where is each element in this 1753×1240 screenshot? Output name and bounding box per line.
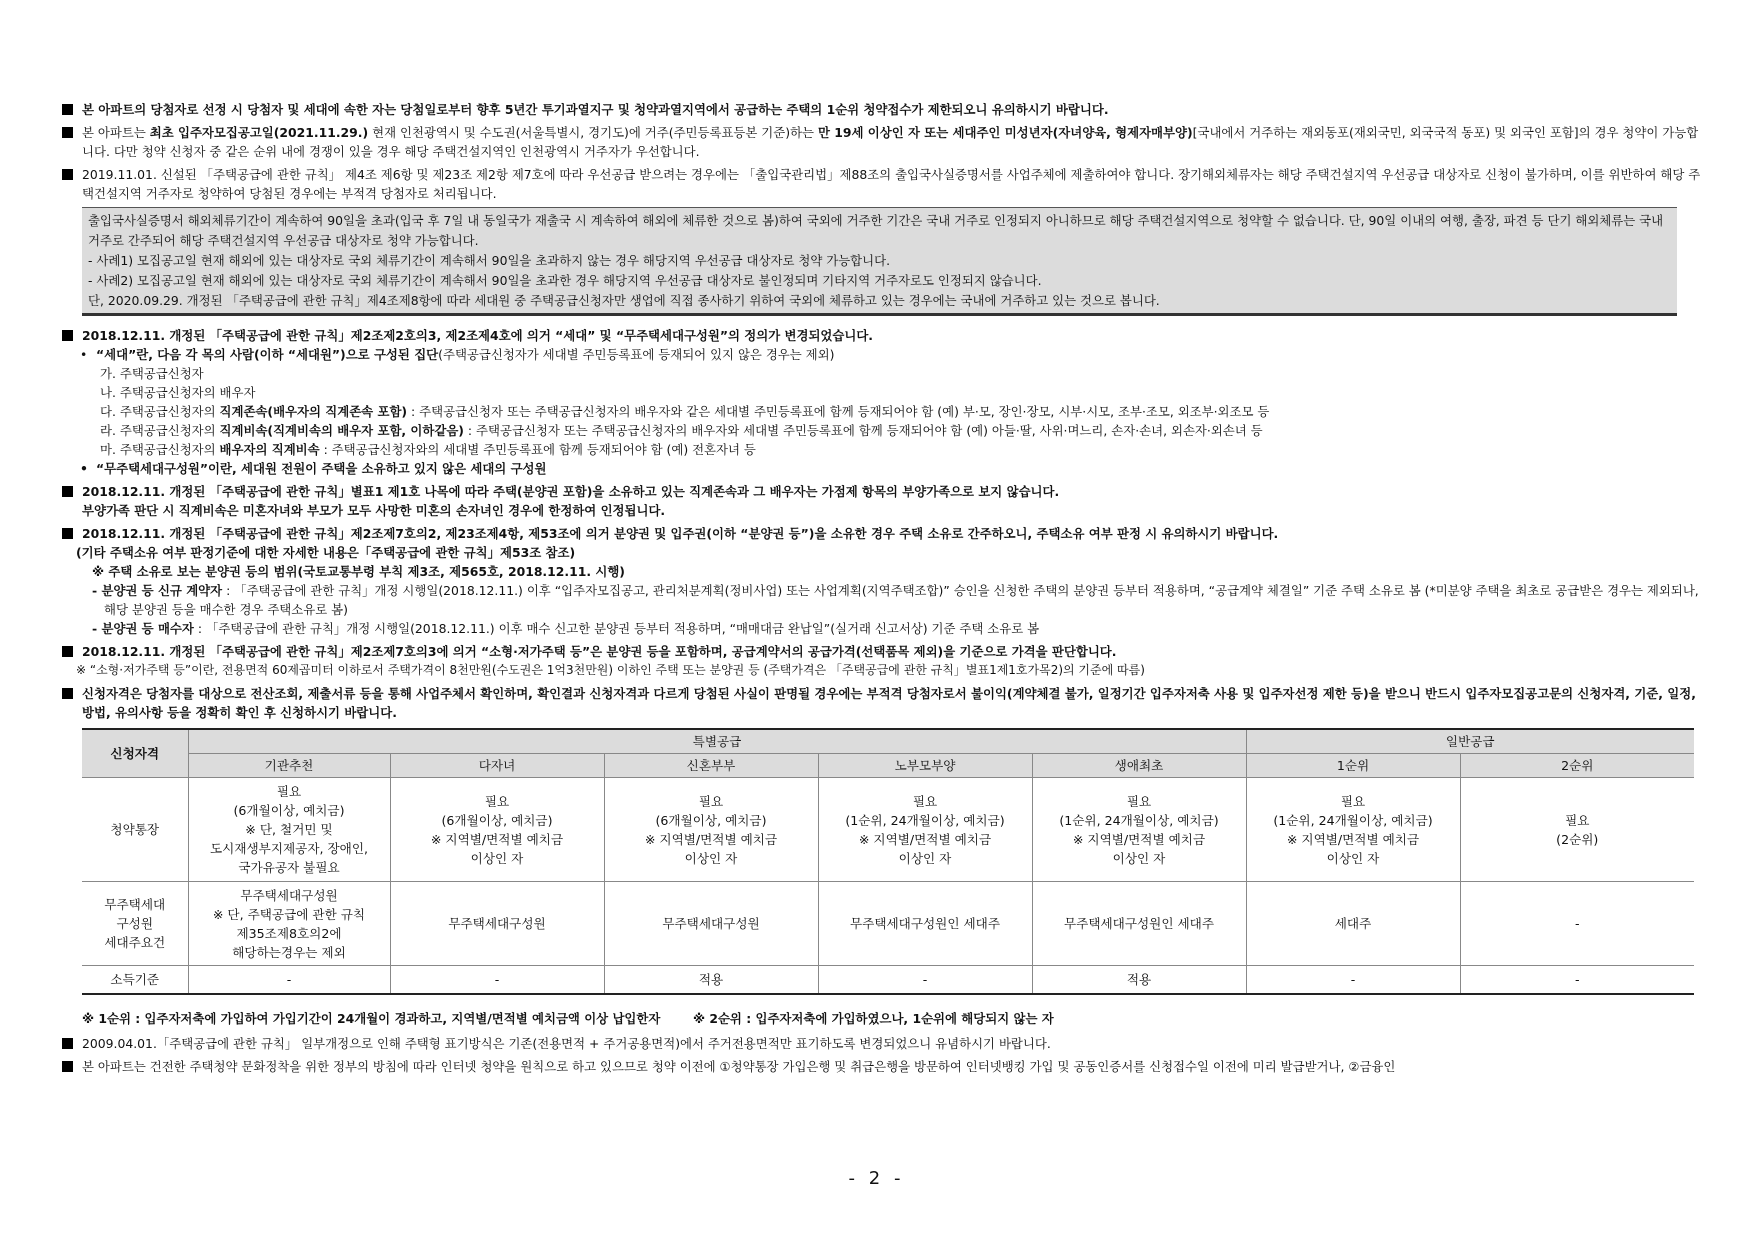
presale-rights-reference: (기타 주택소유 여부 판정기준에 대한 자세한 내용은「주택공급에 관한 규칙」제53조 참조) (76, 545, 576, 560)
table-cell: 필요 (1순위, 24개월이상, 예치금) ※ 지역별/면적별 예치금 이상인 자 (818, 778, 1032, 882)
col-header: 생애최초 (1032, 754, 1246, 778)
table-cell: 적용 (1032, 966, 1246, 994)
square-bullet-icon (62, 1038, 73, 1049)
notice-restriction: 본 아파트의 당첨자로 선정 시 당첨자 및 세대에 속한 자는 당첨일로부터 향후 5년간 투기과열지구 및 청약과열지역에서 공급하는 주택의 1순위 청약접수가 제한되오니 유의하시기 바랍니다. (62, 100, 1702, 119)
square-bullet-icon (62, 486, 73, 497)
square-bullet-icon (62, 169, 73, 180)
notice-household-definition: 2018.12.11. 개정된 「주택공급에 관한 규칙」제2조제2호의3, 제2조제4호에 의거 “세대” 및 “무주택세대구성원”의 정의가 변경되었습니다. (62, 326, 1702, 345)
table-cell: 무주택세대구성원 ※ 단, 주택공급에 관한 규칙 제35조제8호의2에 해당하는경우는 제외 (188, 882, 390, 966)
col-header: 노부모부양 (818, 754, 1032, 778)
dot-bullet-icon: • (80, 461, 88, 476)
table-cell: - (1460, 966, 1694, 994)
overseas-stay-notice-box (82, 207, 1677, 316)
box-text-case1: - 사례1) 모집공고일 현재 해외에 있는 대상자로 국외 체류기간이 계속해서 90일을 초과하지 않는 경우 해당지역 우선공급 대상자로 청약 가능합니다. (88, 253, 891, 268)
homeless-member-definition: • “무주택세대구성원”이란, 세대원 전원이 주택을 소유하고 있지 않은 세대의 구성원 (80, 461, 547, 476)
table-cell: 필요 (1순위, 24개월이상, 예치금) ※ 지역별/면적별 예치금 이상인 자 (1246, 778, 1460, 882)
document-body (62, 100, 1702, 1080)
table-cell: 무주택세대구성원 (390, 882, 604, 966)
row-label: 무주택세대 구성원 세대주요건 (82, 882, 188, 966)
table-row (82, 966, 1694, 994)
table-header-group-row (82, 729, 1694, 754)
note-first-rank: ※ 1순위 : 입주자저축에 가입하여 가입기간이 24개월이 경과하고, 지역별/면적별 예치금액 이상 납입한자 (82, 1010, 661, 1026)
household-member-na: 나. 주택공급신청자의 배우자 (100, 385, 256, 400)
table-cell: 필요 (1순위, 24개월이상, 예치금) ※ 지역별/면적별 예치금 이상인 자 (1032, 778, 1246, 882)
table-cell: 적용 (604, 966, 818, 994)
square-bullet-icon (62, 104, 73, 115)
box-text-exception: 단, 2020.09.29. 개정된 「주택공급에 관한 규칙」제4조제8항에 따라 세대원 중 주택공급신청자만 생업에 직접 종사하기 위하여 국외에 체류하고 있는 경우에는 국내에 거주하고 있는 것으로 봅니다. (88, 293, 1160, 308)
notice-dependents: 2018.12.11. 개정된 「주택공급에 관한 규칙」별표1 제1호 나목에 따라 주택(분양권 포함)을 소유하고 있는 직계존속과 그 배우자는 가점제 항목의 부양가족으로 보지 않습니다. 부양가족 판단 시 직계비속은 미혼자녀와 부모가 모두 사망한 미혼의 손자녀인 경우에 한정하여 인정됩니다. (62, 482, 1702, 520)
table-cell: 필요 (6개월이상, 예치금) ※ 단, 철거민 및 도시재생부지제공자, 장애인, 국가유공자 불필요 (188, 778, 390, 882)
household-definition-item: • “세대”란, 다음 각 목의 사람(이하 “세대원”)으로 구성된 집단(주택공급신청자가 세대별 주민등록표에 등재되어 있지 않은 경우는 제외) (80, 347, 835, 362)
general-supply-header: 일반공급 (1246, 729, 1694, 754)
table-cell: - (188, 966, 390, 994)
table-cell: 무주택세대구성원인 세대주 (1032, 882, 1246, 966)
notice-eligibility-region: 본 아파트는 최초 입주자모집공고일(2021.11.29.) 현재 인천광역시 및 수도권(서울특별시, 경기도)에 거주(주민등록표등본 기준)하는 만 19세 이상인 자 또는 세대주인 미성년자(자녀양육, 형제자매부양)[국내에서 거주하는 재외동포(재외국민, 외국국적 동포) 및 외국인 포함]의 경우 청약이 가능합니다. 다만 청약 신청자 중 같은 순위 내에 경쟁이 있을 경우 해당 주택건설지역인 인천광역시 거주자가 우선합니다. (62, 123, 1702, 161)
col-header: 다자녀 (390, 754, 604, 778)
notice-internet-application: 본 아파트는 건전한 주택청약 문화정착을 위한 정부의 방침에 따라 인터넷 청약을 원칙으로 하고 있으므로 청약 이전에 ①청약통장 가입은행 및 취급은행을 방문하여 인터넷뱅킹 가입 및 공동인증서를 신청접수일 이전에 미리 발급받거나, ②금융인 (62, 1057, 1702, 1076)
dot-bullet-icon: • (80, 347, 88, 362)
notice-priority-supply: 2019.11.01. 신설된 「주택공급에 관한 규칙」 제4조 제6항 및 제23조 제2항 제7호에 따라 우선공급 받으려는 경우에는 「출입국관리법」제88조의 출입국사실증명서를 사업주체에 제출하여야 합니다. 장기해외체류자는 해당 주택건설지역 우선공급 대상자로 신청이 불가하며, 이를 위반하여 해당 주택건설지역 거주자로 청약하여 당첨된 경우에는 부적격 당첨자로 처리됩니다. (62, 165, 1702, 203)
household-member-ra: 라. 주택공급신청자의 직계비속(직계비속의 배우자 포함, 이하같음) : 주택공급신청자 또는 주택공급신청자의 배우자와 세대별 주민등록표에 함께 등재되어야 함 (예) 아들·딸, 사위·며느리, 손자·손녀, 외손자·외손녀 등 (100, 423, 1263, 438)
table-cell: - (818, 966, 1032, 994)
table-cell: - (1460, 882, 1694, 966)
table-row (82, 882, 1694, 966)
square-bullet-icon (62, 528, 73, 539)
square-bullet-icon (62, 330, 73, 341)
household-member-ma: 마. 주택공급신청자의 배우자의 직계비속 : 주택공급신청자와의 세대별 주민등록표에 함께 등재되어야 함 (예) 전혼자녀 등 (100, 442, 756, 457)
table-cell: 필요 (2순위) (1460, 778, 1694, 882)
notice-unit-notation: 2009.04.01.「주택공급에 관한 규칙」 일부개정으로 인해 주택형 표기방식은 기존(전용면적 + 주거공용면적)에서 주거전용면적만 표기하도록 변경되었으니 유념하시기 바랍니다. (62, 1034, 1702, 1053)
table-cell: 필요 (6개월이상, 예치금) ※ 지역별/면적별 예치금 이상인 자 (390, 778, 604, 882)
square-bullet-icon (62, 688, 73, 699)
notice-small-low-price-housing: 2018.12.11. 개정된 「주택공급에 관한 규칙」제2조제7호의3에 의거 “소형·저가주택 등”은 분양권 등을 포함하며, 공급계약서의 공급가격(선택품목 제외)을 기준으로 가격을 판단합니다. (62, 642, 1702, 661)
table-row (82, 778, 1694, 882)
rank-notes (82, 1009, 1702, 1028)
table-cell: 무주택세대구성원 (604, 882, 818, 966)
col-header: 신혼부부 (604, 754, 818, 778)
page-number: - 2 - (848, 1168, 905, 1189)
box-text-main: 출입국사실증명서 해외체류기간이 계속하여 90일을 초과(입국 후 7일 내 동일국가 재출국 시 계속하여 해외에 체류한 것으로 봄)하여 국외에 거주한 기간은 국내 거주로 인정되지 아니하므로 해당 주택건설지역으로 청약할 수 없습니다. 단, 90일 이내의 여행, 출장, 파견 등 단기 해외체류는 국내거주로 간주되어 해당 주택건설지역 우선공급 대상자로 청약 가능합니다. (88, 213, 1664, 248)
square-bullet-icon (62, 127, 73, 138)
table-cell: 무주택세대구성원인 세대주 (818, 882, 1032, 966)
table-cell: 필요 (6개월이상, 예치금) ※ 지역별/면적별 예치금 이상인 자 (604, 778, 818, 882)
note-second-rank: ※ 2순위 : 입주자저축에 가입하였으나, 1순위에 해당되지 않는 자 (692, 1010, 1054, 1026)
box-text-case2: - 사례2) 모집공고일 현재 해외에 있는 대상자로 국외 체류기간이 계속해서 90일을 초과한 경우 해당지역 우선공급 대상자로 불인정되며 기타지역 거주자로도 인정되지 않습니다. (88, 273, 1042, 288)
col-header: 1순위 (1246, 754, 1460, 778)
col-header: 2순위 (1460, 754, 1694, 778)
table-cell: - (1246, 966, 1460, 994)
row-label: 소득기준 (82, 966, 188, 994)
table-header-row (82, 754, 1694, 778)
presale-new-contractor: - 분양권 등 신규 계약자 : 「주택공급에 관한 규칙」개정 시행일(2018.12.11.) 이후 “입주자모집공고, 관리처분계획(정비사업) 또는 사업계획(지역주택조합)” 승인을 신청한 주택의 분양권 등부터 적용하며, “공급계약 체결일” 기준 주택 소유로 봄 (*미분양 주택을 최초로 공급받은 경우는 제외되나, 해당 분양권 등을 매수한 경우 주택소유로 봄) (92, 583, 1699, 617)
table-cell: - (390, 966, 604, 994)
row-label: 청약통장 (82, 778, 188, 882)
notice-qualification-check: 신청자격은 당첨자를 대상으로 전산조회, 제출서류 등을 통해 사업주체서 확인하며, 확인결과 신청자격과 다르게 당첨된 사실이 판명될 경우에는 부적격 당첨자로서 불이익(계약체결 불가, 일정기간 입주자저축 사용 및 입주자선정 제한 등)을 받으니 반드시 입주자모집공고문의 신청자격, 기준, 일정, 방법, 유의사항 등을 정확히 확인 후 신청하시기 바랍니다. (62, 684, 1702, 722)
square-bullet-icon (62, 646, 73, 657)
qualification-table (82, 728, 1694, 995)
presale-rights-scope: ※ 주택 소유로 보는 분양권 등의 범위(국토교통부령 부칙 제3조, 제565호, 2018.12.11. 시행) (92, 564, 625, 579)
household-member-ga: 가. 주택공급신청자 (100, 366, 204, 381)
presale-buyer: - 분양권 등 매수자 : 「주택공급에 관한 규칙」개정 시행일(2018.12.11.) 이후 매수 신고한 분양권 등부터 적용하며, “매매대금 완납일”(실거래 신고서상) 기준 주택 소유로 봄 (92, 621, 1040, 636)
special-supply-header: 특별공급 (188, 729, 1246, 754)
table-corner-header: 신청자격 (82, 729, 188, 778)
col-header: 기관추천 (188, 754, 390, 778)
table-cell: 세대주 (1246, 882, 1460, 966)
small-low-price-definition: ※ “소형·저가주택 등”이란, 전용면적 60제곱미터 이하로서 주택가격이 8천만원(수도권은 1억3천만원) 이하인 주택 또는 분양권 등 (주택가격은 「주택공급에 관한 규칙」별표1제1호가목2)의 기준에 따름) (76, 663, 1145, 677)
notice-presale-rights: 2018.12.11. 개정된 「주택공급에 관한 규칙」제2조제7호의2, 제23조제4항, 제53조에 의거 분양권 및 입주권(이하 “분양권 등”)을 소유한 경우 주택 소유로 간주하오니, 주택소유 여부 판정 시 유의하시기 바랍니다. (62, 524, 1702, 543)
square-bullet-icon (62, 1061, 73, 1072)
household-member-da: 다. 주택공급신청자의 직계존속(배우자의 직계존속 포함) : 주택공급신청자 또는 주택공급신청자의 배우자와 같은 세대별 주민등록표에 함께 등재되어야 함 (예) 부·모, 장인·장모, 시부·시모, 조부·조모, 외조부·외조모 등 (100, 404, 1270, 419)
